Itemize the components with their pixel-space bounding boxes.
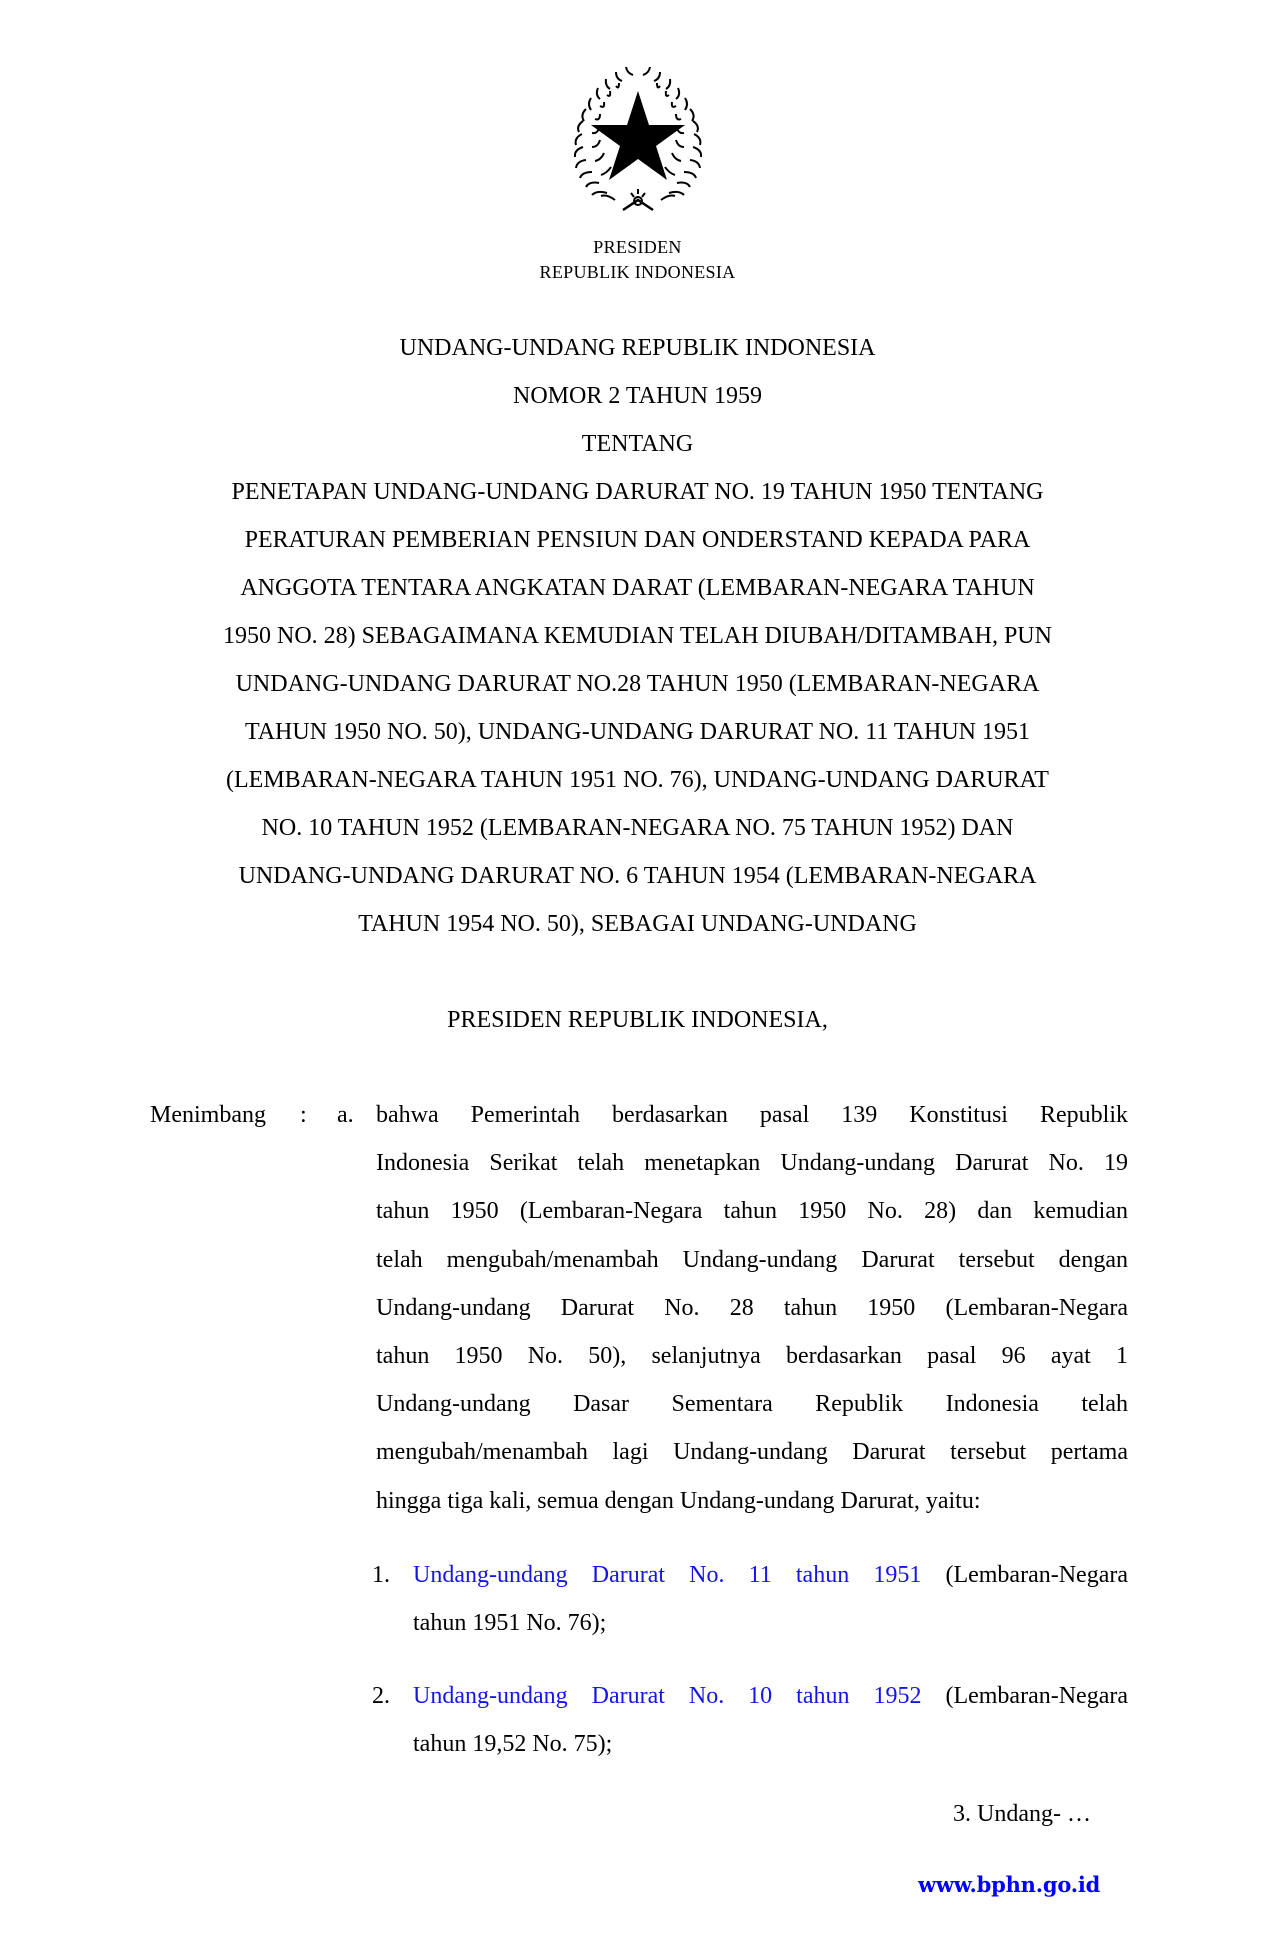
paragraph-line: Undang-undang Darurat No. 28 tahun 1950 (Lembaran-Negara — [376, 1294, 1128, 1321]
consideration-marker: a. — [337, 1102, 354, 1128]
paragraph-line: bahwa Pemerintah berdasarkan pasal 139 Konstitusi Republik — [376, 1102, 1128, 1128]
president-heading: PRESIDEN REPUBLIK INDONESIA, — [447, 1007, 828, 1033]
consideration-colon: : — [300, 1102, 307, 1128]
title-line: (LEMBARAN-NEGARA TAHUN 1951 NO. 76), UNDANG-UNDANG DARURAT — [226, 767, 1049, 793]
title-line: NO. 10 TAHUN 1952 (LEMBARAN-NEGARA NO. 75 TAHUN 1952) DAN — [261, 815, 1014, 841]
list-item-text: tahun 1951 No. 76); — [413, 1610, 607, 1636]
consideration-label: Menimbang — [150, 1102, 266, 1128]
paragraph-line: tahun 1950 (Lembaran-Negara tahun 1950 No. 28) dan kemudian — [376, 1198, 1128, 1225]
footer-website-link[interactable]: www.bphn.go.id — [918, 1872, 1101, 1897]
title-line: NOMOR 2 TAHUN 1959 — [513, 383, 762, 409]
paragraph-line: hingga tiga kali, semua dengan Undang-undang Darurat, yaitu: — [376, 1487, 981, 1514]
list-number: 2. — [372, 1683, 390, 1709]
title-line: UNDANG-UNDANG REPUBLIK INDONESIA — [399, 335, 876, 361]
title-line: UNDANG-UNDANG DARURAT NO. 6 TAHUN 1954 (LEMBARAN-NEGARA — [238, 863, 1037, 889]
title-line: PERATURAN PEMBERIAN PENSIUN DAN ONDERSTAND KEPADA PARA — [244, 527, 1031, 553]
title-line: PENETAPAN UNDANG-UNDANG DARURAT NO. 19 TAHUN 1950 TENTANG — [231, 479, 1044, 505]
page-continuation: 3. Undang- … — [953, 1801, 1091, 1827]
paragraph-line: telah mengubah/menambah Undang-undang Darurat tersebut dengan — [376, 1246, 1128, 1273]
title-line: UNDANG-UNDANG DARURAT NO.28 TAHUN 1950 (LEMBARAN-NEGARA — [235, 671, 1040, 697]
list-item-text: (Lembaran-Negara — [921, 1562, 1128, 1588]
paragraph-line: Undang-undang Dasar Sementara Republik Indonesia telah — [376, 1391, 1128, 1418]
law-link-uu-darurat-10-1952[interactable]: Undang-undang Darurat No. 10 tahun 1952 — [413, 1683, 922, 1709]
title-line: TAHUN 1950 NO. 50), UNDANG-UNDANG DARURAT NO. 11 TAHUN 1951 — [244, 719, 1030, 745]
paragraph-line: tahun 1950 No. 50), selanjutnya berdasarkan pasal 96 ayat 1 — [376, 1342, 1128, 1369]
list-number: 1. — [372, 1562, 390, 1588]
list-item-text: (Lembaran-Negara — [921, 1683, 1128, 1709]
paragraph-line: Indonesia Serikat telah menetapkan Undang-undang Darurat No. 19 — [376, 1150, 1128, 1177]
title-line: 1950 NO. 28) SEBAGAIMANA KEMUDIAN TELAH DIUBAH/DITAMBAH, PUN — [223, 623, 1052, 649]
paragraph-line: mengubah/menambah lagi Undang-undang Darurat tersebut pertama — [376, 1439, 1128, 1466]
list-item-text: tahun 19,52 No. 75); — [413, 1731, 613, 1757]
consideration-paragraph — [376, 1091, 1128, 1525]
title-line: TENTANG — [581, 431, 694, 457]
letterhead-line-1: PRESIDEN — [593, 237, 682, 257]
title-line: ANGGOTA TENTARA ANGKATAN DARAT (LEMBARAN-NEGARA TAHUN — [240, 575, 1035, 601]
law-link-uu-darurat-11-1951[interactable]: Undang-undang Darurat No. 11 tahun 1951 — [413, 1562, 922, 1588]
presidential-seal-icon — [555, 55, 721, 221]
document-title — [150, 324, 1125, 948]
letterhead-line-2: REPUBLIK INDONESIA — [539, 262, 736, 282]
title-line: TAHUN 1954 NO. 50), SEBAGAI UNDANG-UNDANG — [358, 911, 917, 937]
